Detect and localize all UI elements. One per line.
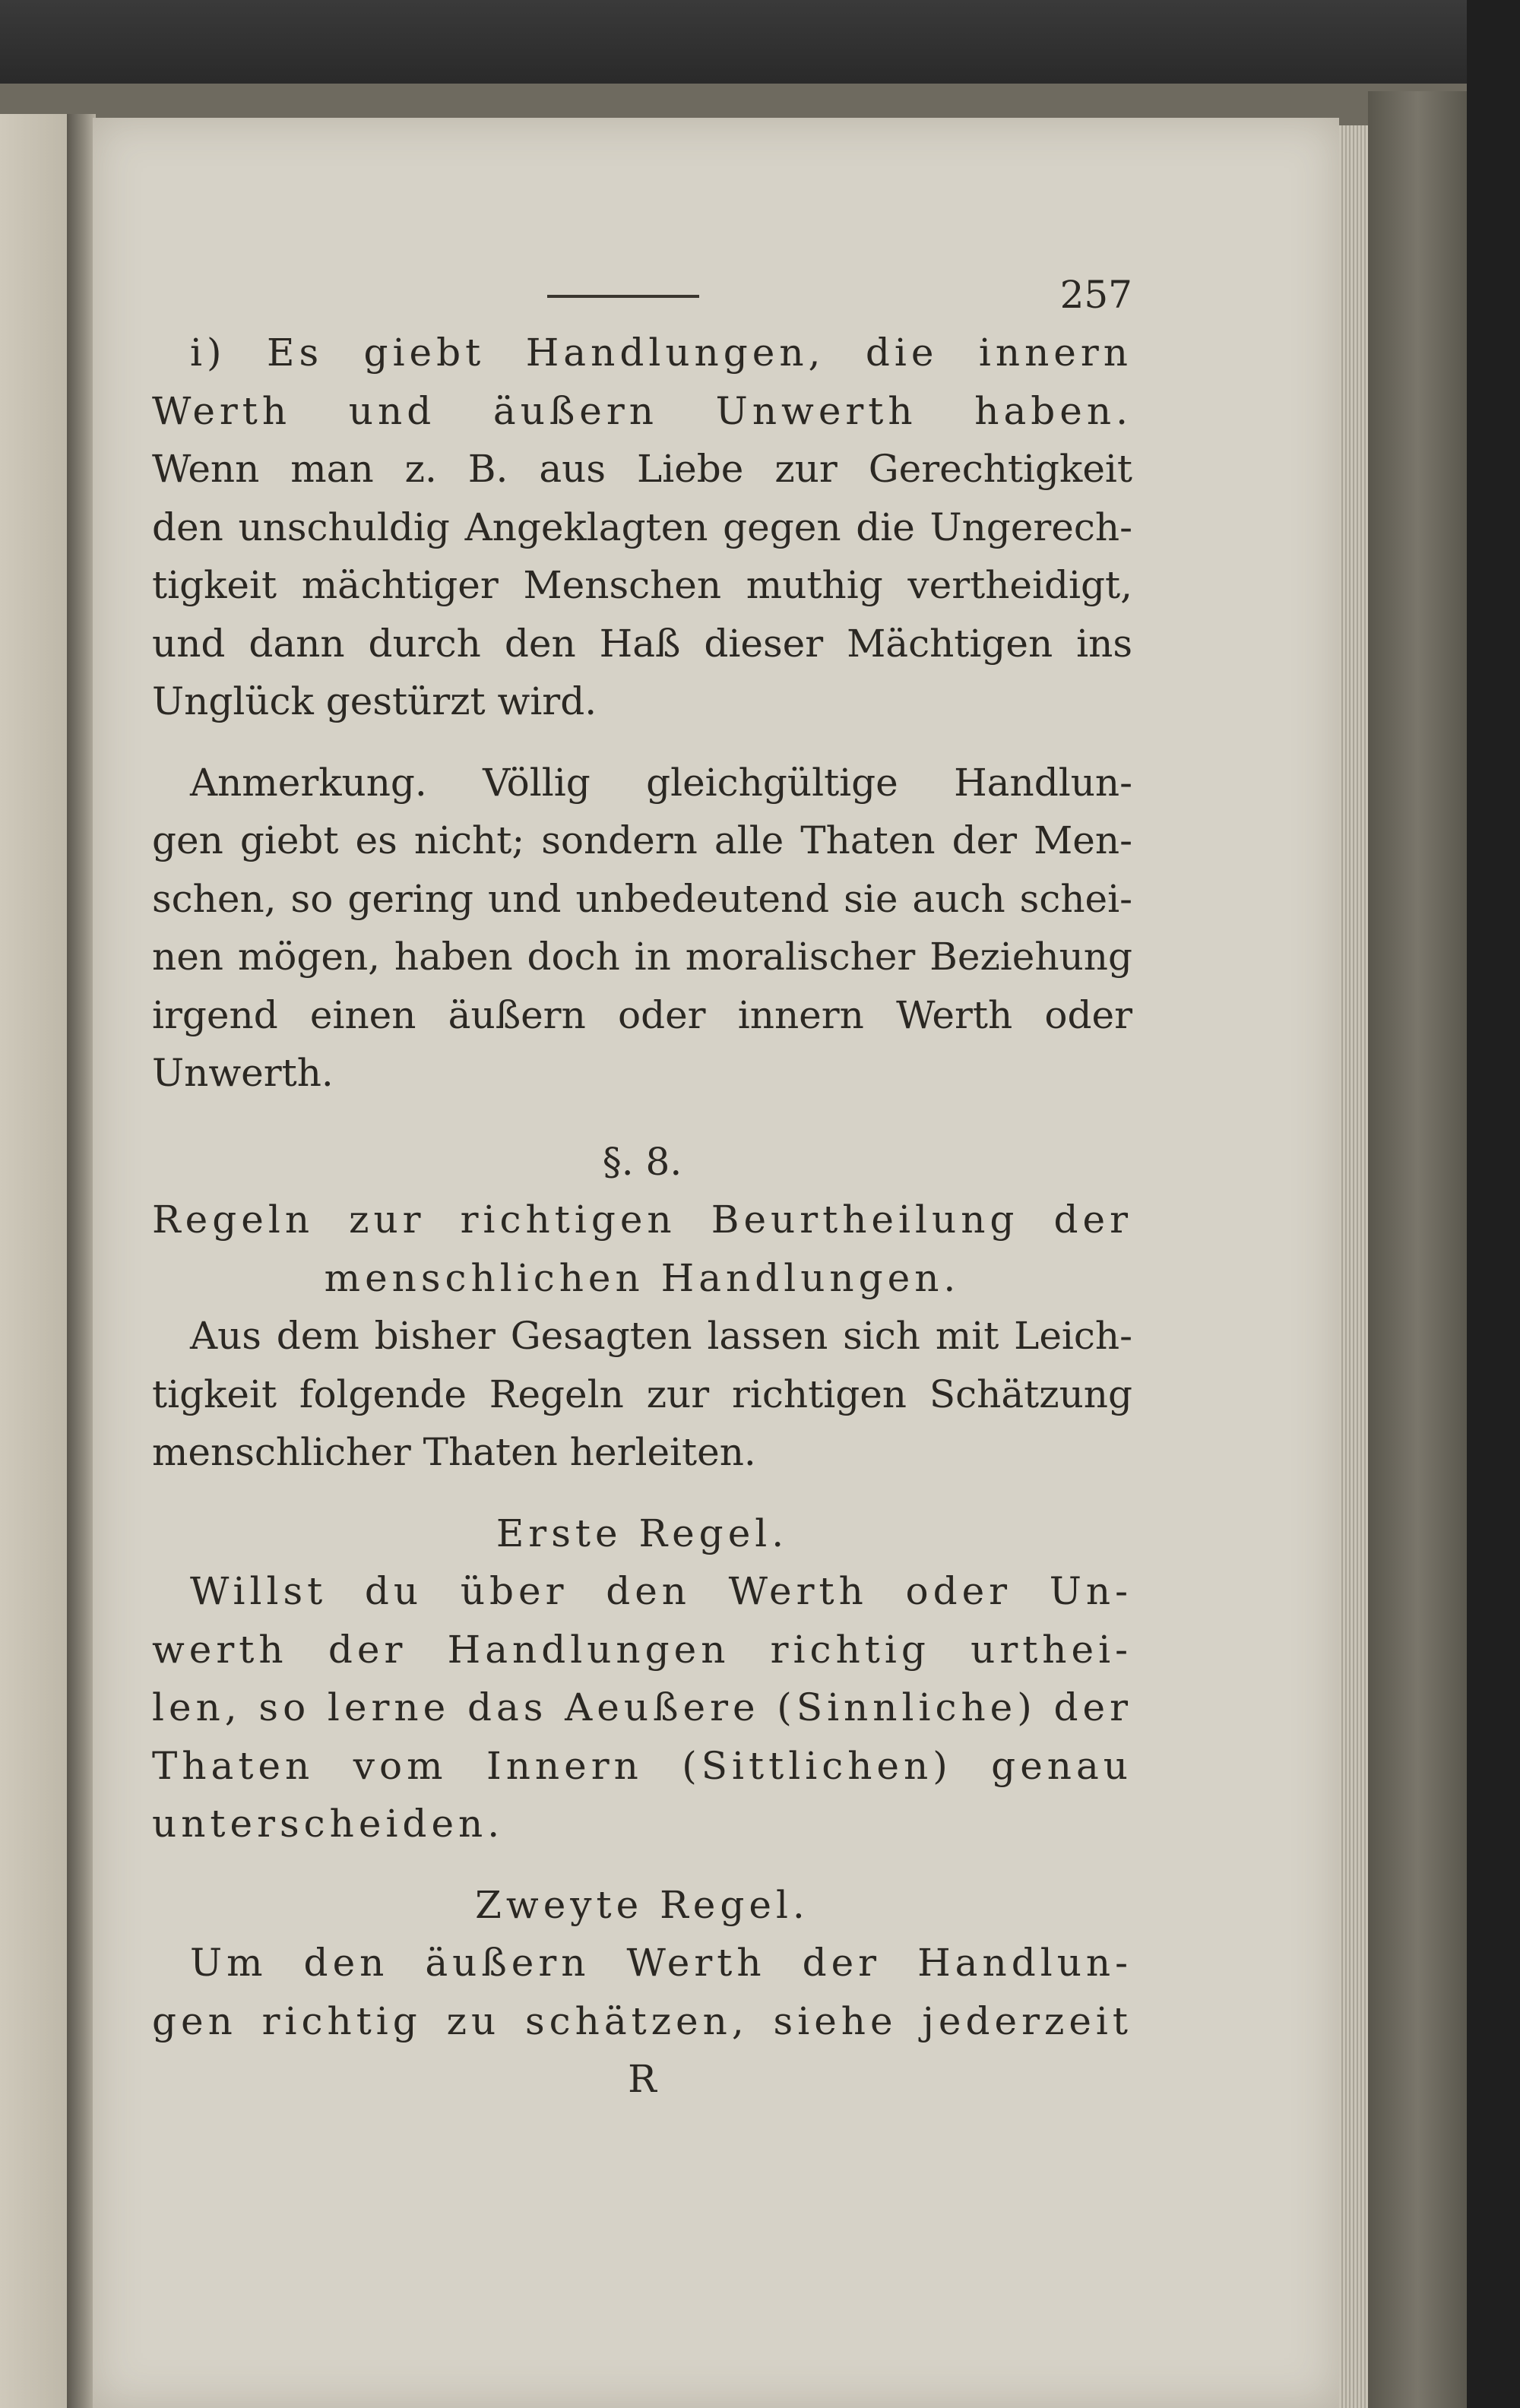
running-header — [152, 266, 1132, 324]
text-line: werth der Handlungen richtig urthei- — [152, 1627, 1132, 1672]
section-title: menschlichen Handlungen. — [324, 1255, 961, 1300]
text-line: Unwerth. — [152, 1051, 334, 1095]
text-line: schen, so gering und unbedeutend sie auch schei- — [152, 876, 1132, 921]
anmerkung-paragraph — [152, 754, 1132, 1103]
text-line: Aus dem bisher Gesagten lassen sich mit Leich- — [190, 1314, 1132, 1358]
text-line: len, so lerne das Aeußere (Sinnliche) der — [152, 1685, 1132, 1729]
text-line: Wenn man z. B. aus Liebe zur Gerechtigkeit — [152, 447, 1132, 491]
intro-paragraph — [152, 1307, 1132, 1482]
text-line: Thaten vom Innern (Sittlichen) genau — [152, 1743, 1132, 1788]
text-line: tigkeit mächtiger Menschen muthig vertheidigt, — [152, 563, 1132, 607]
book-board — [1368, 91, 1467, 2408]
text-line: den unschuldig Angeklagten gegen die Ungerech- — [152, 505, 1132, 549]
signature-mark: R — [628, 2057, 657, 2101]
header-rule — [547, 295, 699, 298]
rule-2-paragraph — [152, 1934, 1132, 2050]
text-line: menschlicher Thaten herleiten. — [152, 1430, 756, 1474]
text-line: unterscheiden. — [152, 1802, 505, 1846]
page-number: 257 — [1059, 273, 1132, 317]
text-line: Werth und äußern Unwerth haben. — [152, 388, 1132, 433]
text-line: nen mögen, haben doch in moralischer Beziehung — [152, 935, 1132, 979]
item-i-paragraph — [152, 324, 1132, 731]
text-line: gen richtig zu schätzen, siehe jederzeit — [152, 1998, 1132, 2043]
text-line: tigkeit folgende Regeln zur richtigen Schätzung — [152, 1372, 1132, 1416]
text-line: Um den äußern Werth der Handlun- — [190, 1941, 1132, 1985]
rule-heading: Zweyte Regel. — [475, 1882, 809, 1927]
rule-heading: Erste Regel. — [496, 1511, 789, 1555]
section-number: §. 8. — [602, 1139, 682, 1184]
scan-background-right — [1467, 0, 1520, 2408]
page-text — [152, 266, 1132, 2109]
section-title: Regeln zur richtigen Beurtheilung der — [152, 1198, 1132, 1242]
text-line: gen giebt es nicht; sondern alle Thaten der Men- — [152, 818, 1132, 862]
text-line: Unglück gestürzt wird. — [152, 679, 597, 723]
rule-1-paragraph — [152, 1562, 1132, 1853]
text-line: Willst du über den Werth oder Un- — [190, 1569, 1132, 1613]
book-gutter — [67, 114, 96, 2408]
text-line: und dann durch den Haß dieser Mächtigen ins — [152, 621, 1132, 666]
text-line: i) Es giebt Handlungen, die innern — [190, 331, 1132, 375]
page-stack-edge — [1339, 125, 1370, 2408]
text-line: irgend einen äußern oder innern Werth oder — [152, 992, 1132, 1037]
text-line: Anmerkung. Völlig gleichgültige Handlun- — [190, 760, 1132, 805]
facing-page-edge — [0, 114, 70, 2408]
